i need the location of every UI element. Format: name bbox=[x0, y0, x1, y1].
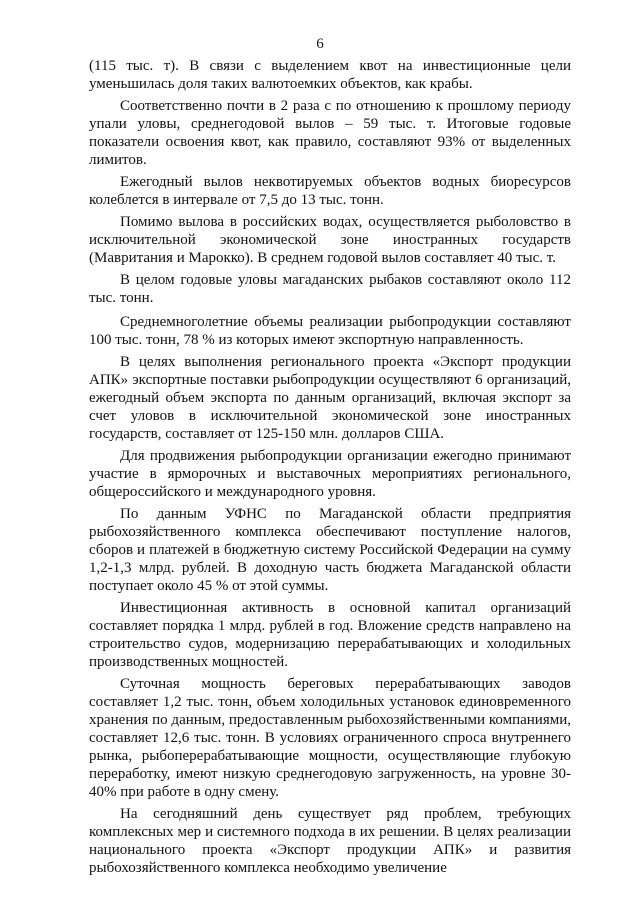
paragraph-10: Инвестиционная активность в основной капитал организаций составляет порядка 1 млрд. рублей в год. Вложение средств направлено на строительство судов, модернизацию перерабатывающих и холодильных производственных мощностей. bbox=[89, 600, 571, 670]
paragraph-4: Помимо вылова в российских водах, осуществляется рыболовство в исключительной экономической зоне иностранных государств (Мавритания и Марокко). В среднем годовой вылов составляет 40 тыс. т. bbox=[89, 214, 571, 266]
paragraph-5: В целом годовые уловы магаданских рыбаков составляют около 112 тыс. тонн. bbox=[89, 272, 571, 306]
document-body bbox=[89, 57, 571, 877]
paragraph-12: На сегодняшний день существует ряд проблем, требующих комплексных мер и системного подхода в их решении. В целях реализации национального проекта «Экспорт продукции АПК» и развития рыбохозяйственного комплекса необходимо увеличение bbox=[89, 806, 571, 876]
paragraph-7: В целях выполнения регионального проекта «Экспорт продукции АПК» экспортные поставки рыбопродукции осуществляют 6 организаций, ежегодный объем экспорта по данным организаций, включая экспорт за счет уловов в исключительной экономической зоне иностранных государств, составляет от 125-150 млн. долларов США. bbox=[89, 354, 571, 442]
paragraph-3: Ежегодный вылов неквотируемых объектов водных биоресурсов колеблется в интервале от 7,5 до 13 тыс. тонн. bbox=[89, 174, 571, 208]
paragraph-1: (115 тыс. т). В связи с выделением квот на инвестиционные цели уменьшилась доля таких валютоемких объектов, как крабы. bbox=[89, 58, 571, 92]
paragraph-11: Суточная мощность береговых перерабатывающих заводов составляет 1,2 тыс. тонн, объем холодильных установок единовременного хранения по данным, предоставленным рыбохозяйственными компаниями, составляет 12,6 тыс. тонн. В условиях ограниченного спроса внутреннего рынка, рыбоперерабатывающие мощности, осуществляющие глубокую переработку, имеют низкую среднегодовую загруженность, на уровне 30-40% при работе в одну смену. bbox=[89, 676, 571, 800]
paragraph-9: По данным УФНС по Магаданской области предприятия рыбохозяйственного комплекса обеспечивают поступление налогов, сборов и платежей в бюджетную систему Российской Федерации на сумму 1,2-1,3 млрд. рублей. В доходную часть бюджета Магаданской области поступает около 45 % от этой суммы. bbox=[89, 506, 571, 594]
page-number: 6 bbox=[316, 36, 324, 52]
paragraph-2: Соответственно почти в 2 раза с по отношению к прошлому периоду упали уловы, среднегодовой вылов – 59 тыс. т. Итоговые годовые показатели освоения квот, как правило, составляют 93% от выделенных лимитов. bbox=[89, 98, 571, 168]
paragraph-6: Среднемноголетние объемы реализации рыбопродукции составляют 100 тыс. тонн, 78 % из которых имеют экспортную направленность. bbox=[89, 314, 571, 348]
paragraph-8: Для продвижения рыбопродукции организации ежегодно принимают участие в ярморочных и выставочных мероприятиях регионального, общероссийского и международного уровня. bbox=[89, 448, 571, 500]
